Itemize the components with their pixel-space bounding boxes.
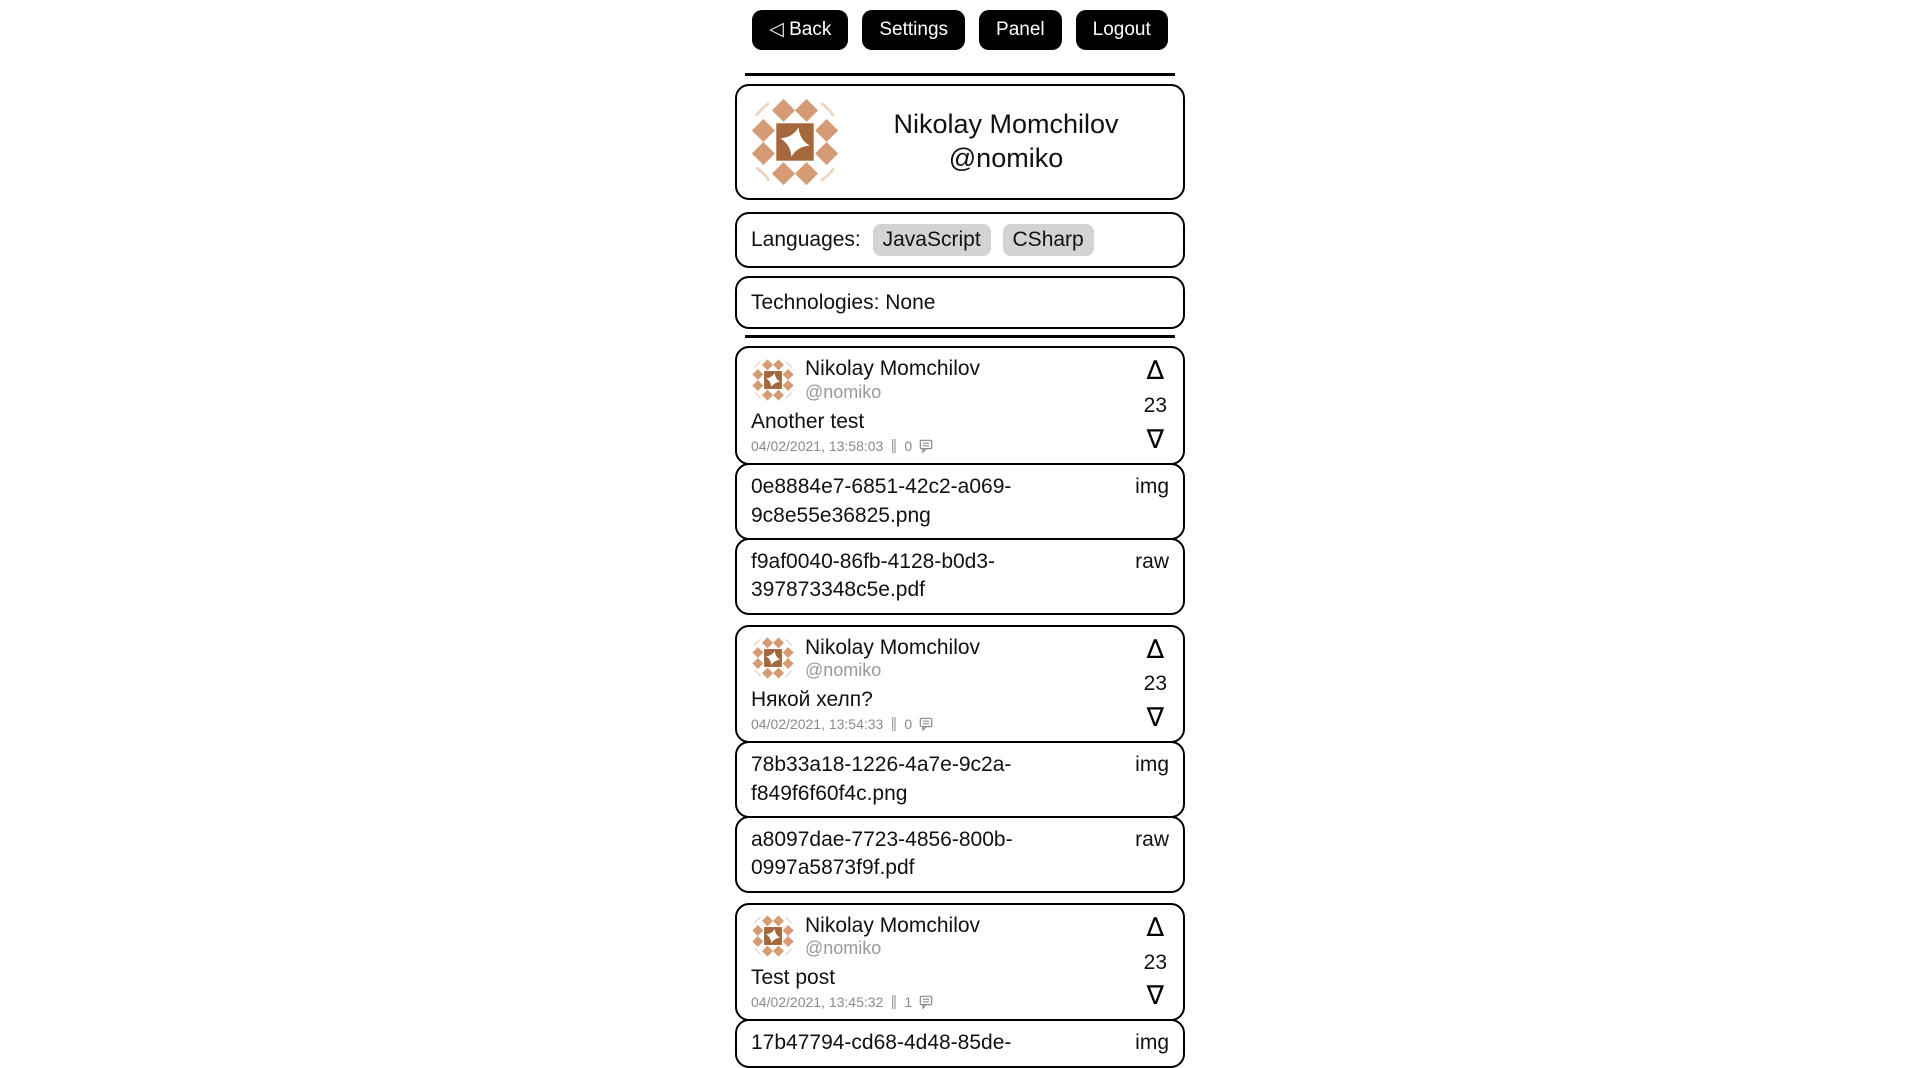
vote-column xyxy=(1143,634,1167,734)
avatar-identicon xyxy=(751,636,795,680)
language-tag-csharp: CSharp xyxy=(1003,224,1094,256)
comment-count: 0 xyxy=(904,716,913,733)
post-meta xyxy=(751,716,1169,732)
attachment-row[interactable] xyxy=(735,463,1185,540)
attachment-type-badge: img xyxy=(1135,475,1169,499)
post-author: Nikolay Momchilov xyxy=(805,357,981,381)
profile-name: Nikolay Momchilov xyxy=(893,109,1119,139)
post xyxy=(735,903,1185,1068)
attachment-type-badge: raw xyxy=(1135,549,1169,573)
comment-icon xyxy=(919,995,933,1009)
vote-count: 23 xyxy=(1143,394,1167,418)
top-nav xyxy=(735,0,1185,50)
attachment-row[interactable] xyxy=(735,741,1185,818)
post-header[interactable] xyxy=(735,903,1185,1022)
attachment-filename: 17b47794-cd68-4d48-85de- xyxy=(751,1031,1012,1055)
vote-column xyxy=(1143,912,1167,1012)
meta-separator: ‖ xyxy=(890,994,898,1011)
post-title: Another test xyxy=(751,410,865,434)
divider xyxy=(745,335,1175,338)
post-handle: @nomiko xyxy=(805,659,882,680)
post-header[interactable] xyxy=(735,625,1185,744)
post-author-block xyxy=(751,635,1169,682)
attachment-filename: a8097dae-7723-4856-800b-0997a5873f9f.pdf xyxy=(751,828,1013,880)
upvote-button[interactable]: ∆ xyxy=(1146,356,1165,387)
post-timestamp: 04/02/2021, 13:54:33 xyxy=(751,716,884,733)
vote-column xyxy=(1143,356,1167,456)
post-meta xyxy=(751,994,1169,1010)
vote-count: 23 xyxy=(1143,950,1167,974)
post-author-block xyxy=(751,913,1169,960)
comment-icon xyxy=(919,439,933,453)
profile-card xyxy=(735,84,1185,200)
technologies-label: Technologies: xyxy=(751,291,880,314)
attachment-filename: 78b33a18-1226-4a7e-9c2a-f849f6f60f4c.png xyxy=(751,753,1012,805)
avatar-identicon xyxy=(749,96,841,188)
panel-button[interactable]: Panel xyxy=(979,10,1062,50)
back-button[interactable] xyxy=(752,10,848,50)
upvote-button[interactable]: ∆ xyxy=(1146,912,1165,943)
upvote-button[interactable]: ∆ xyxy=(1146,634,1165,665)
downvote-button[interactable]: ∇ xyxy=(1146,703,1165,734)
languages-label: Languages: xyxy=(751,227,861,251)
language-tag-javascript: JavaScript xyxy=(873,224,991,256)
post-author: Nikolay Momchilov xyxy=(805,913,981,937)
profile-names xyxy=(841,108,1171,176)
technologies-value: None xyxy=(885,291,936,314)
divider xyxy=(745,73,1175,76)
post-header[interactable] xyxy=(735,346,1185,465)
attachment-filename: 0e8884e7-6851-42c2-a069-9c8e55e36825.png xyxy=(751,475,1012,527)
post-timestamp: 04/02/2021, 13:58:03 xyxy=(751,438,884,455)
technologies-card xyxy=(735,276,1185,329)
profile-handle: @nomiko xyxy=(948,142,1064,173)
vote-count: 23 xyxy=(1143,672,1167,696)
attachment-row[interactable] xyxy=(735,816,1185,893)
attachment-row[interactable] xyxy=(735,1019,1185,1067)
post-title: Някой хелп? xyxy=(751,688,873,712)
settings-button[interactable]: Settings xyxy=(862,10,965,50)
avatar-identicon xyxy=(751,358,795,402)
comment-icon xyxy=(919,717,933,731)
meta-separator: ‖ xyxy=(890,438,898,455)
profile-page xyxy=(735,0,1185,1068)
back-icon: ◁ xyxy=(769,18,784,40)
post-author-block xyxy=(751,356,1169,403)
attachment-row[interactable] xyxy=(735,538,1185,615)
post-author: Nikolay Momchilov xyxy=(805,635,981,659)
post xyxy=(735,346,1185,614)
downvote-button[interactable]: ∇ xyxy=(1146,425,1165,456)
post-meta xyxy=(751,438,1169,454)
downvote-button[interactable]: ∇ xyxy=(1146,981,1165,1012)
post-handle: @nomiko xyxy=(805,937,882,958)
languages-card xyxy=(735,212,1185,268)
post-title: Test post xyxy=(751,966,836,990)
post-timestamp: 04/02/2021, 13:45:32 xyxy=(751,994,884,1011)
attachment-type-badge: raw xyxy=(1135,828,1169,852)
post xyxy=(735,625,1185,893)
post-handle: @nomiko xyxy=(805,381,882,402)
comment-count: 0 xyxy=(904,438,913,455)
avatar-identicon xyxy=(751,914,795,958)
attachment-filename: f9af0040-86fb-4128-b0d3-397873348c5e.pdf xyxy=(751,549,996,602)
attachment-type-badge: img xyxy=(1135,1031,1169,1055)
comment-count: 1 xyxy=(904,994,913,1011)
logout-button[interactable]: Logout xyxy=(1076,10,1168,50)
back-label: Back xyxy=(789,19,832,40)
meta-separator: ‖ xyxy=(890,716,898,733)
attachment-type-badge: img xyxy=(1135,753,1169,777)
